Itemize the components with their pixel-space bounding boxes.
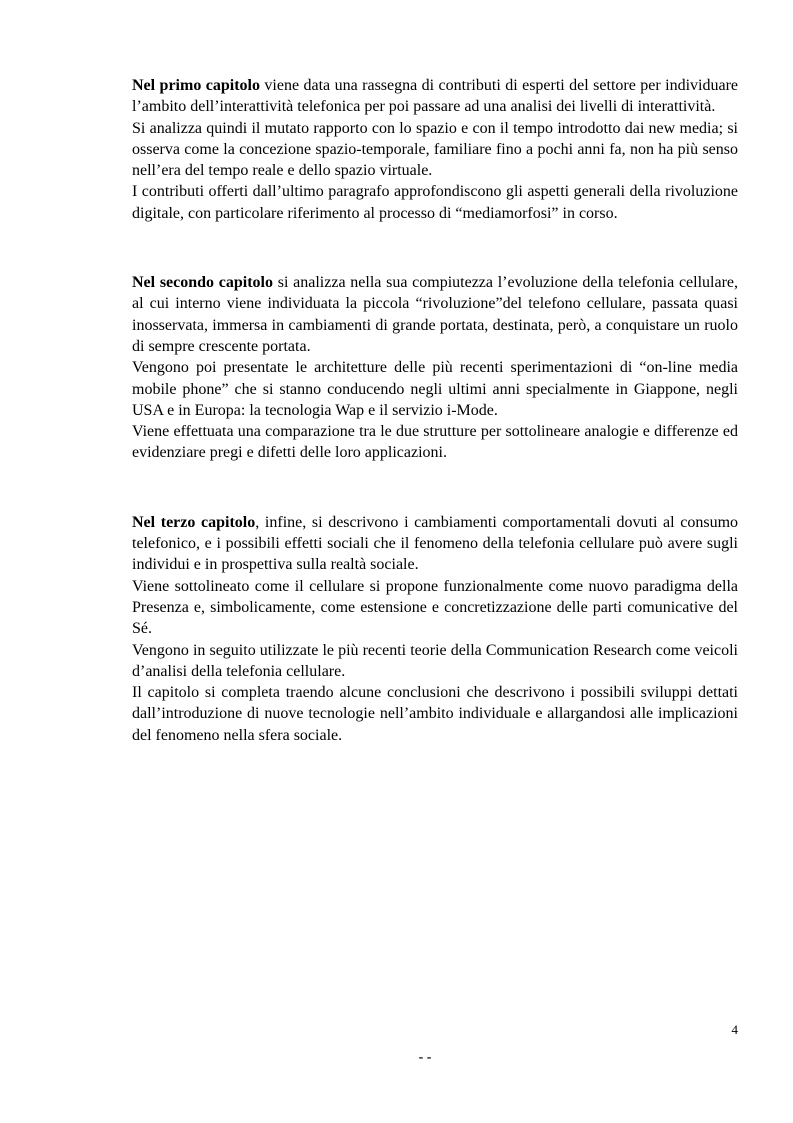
paragraph-text: Viene effettuata una comparazione tra le due strutture per sottolineare analogie e differenze ed evidenziare pregi e difetti delle loro applicazioni. (132, 423, 738, 462)
paragraph (132, 272, 738, 357)
paragraph-text: Vengono in seguito utilizzate le più recenti teorie della Communication Research come veicoli d’analisi della telefonia cellulare. (132, 641, 738, 680)
section-chapter-3 (132, 512, 738, 746)
paragraph-text: si analizza nella sua compiutezza l’evoluzione della telefonia cellulare, al cui interno viene individuata la piccola “rivoluzione”del telefono cellulare, passata quasi inosservata, immersa in cambiamenti di grande portata, destinata, però, a conquistare un ruolo di sempre crescente portata. (132, 274, 739, 355)
section-chapter-1 (132, 75, 738, 224)
paragraph (132, 75, 738, 118)
chapter-heading: Nel secondo capitolo (132, 274, 274, 292)
paragraph-text: Il capitolo si completa traendo alcune conclusioni che descrivono i possibili sviluppi dettati dall’introduzione di nuove tecnologie nell’ambito individuale e allargandosi alle implicazioni del fenomeno nella sfera sociale. (132, 684, 738, 744)
paragraph (132, 512, 738, 576)
paragraph (132, 576, 738, 640)
chapter-heading: Nel primo capitolo (132, 77, 260, 94)
paragraph (132, 118, 738, 182)
paragraph-text: viene data una rassegna di contributi di esperti del settore per individuare l’ambito dell’interattività telefonica per poi passare ad una analisi dei livelli di interattività. (132, 77, 739, 116)
paragraph-text: Si analizza quindi il mutato rapporto con lo spazio e con il tempo introdotto dai new media; si osserva come la concezione spazio-temporale, familiare fino a pochi anni fa, non ha più senso nell’era del tempo reale e dello spazio virtuale. (132, 119, 738, 180)
paragraph-text: I contributi offerti dall’ultimo paragrafo approfondiscono gli aspetti generali della rivoluzione digitale, con particolare riferimento al processo di “mediamorfosi” in corso. (132, 183, 738, 222)
section-chapter-2 (132, 272, 738, 464)
paragraph-text: , infine, si descrivono i cambiamenti comportamentali dovuti al consumo telefonico, e i possibili effetti sociali che il fenomeno della telefonia cellulare può avere sugli individui e in prospettiva sulla realtà sociale. (132, 513, 739, 574)
paragraph (132, 421, 738, 464)
footer-mark: - - (418, 1050, 432, 1065)
paragraph (132, 640, 738, 683)
chapter-heading: Nel terzo capitolo (132, 513, 256, 531)
page-body (132, 75, 738, 794)
page-number: 4 (731, 1022, 738, 1037)
paragraph-text: Viene sottolineato come il cellulare si propone funzionalmente come nuovo paradigma della Presenza e, simbolicamente, come estensione e concretizzazione delle parti comunicative del Sé. (132, 577, 738, 638)
paragraph (132, 181, 738, 224)
paragraph (132, 357, 738, 421)
paragraph (132, 682, 738, 746)
paragraph-text: Vengono poi presentate le architetture delle più recenti sperimentazioni di “on-line media mobile phone” che si stanno conducendo negli ultimi anni specialmente in Giappone, negli USA e in Europa: la tecnologia Wap e il servizio i-Mode. (132, 359, 738, 419)
